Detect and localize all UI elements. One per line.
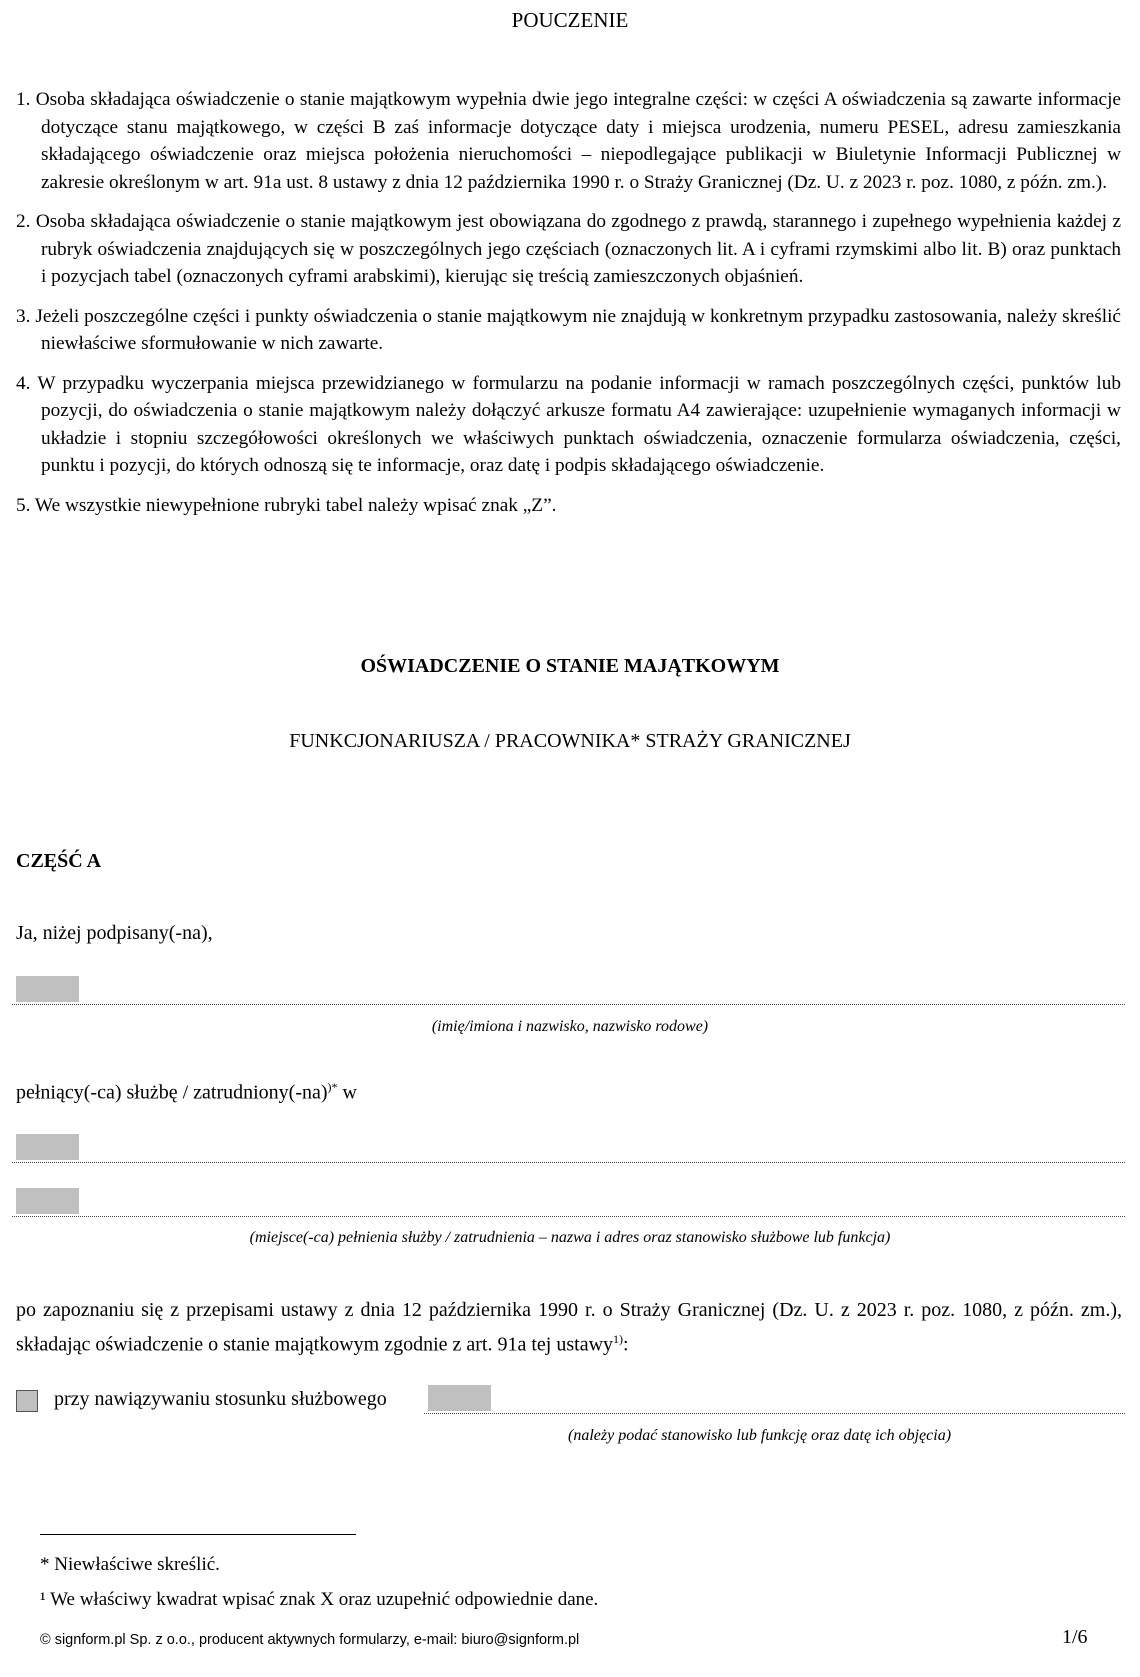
- place-input-2[interactable]: [16, 1188, 79, 1214]
- statement-body: po zapoznaniu się z przepisami ustawy z dnia 12 października 1990 r. o Straży Granicznej (Dz. U. z 2023 r. poz. 1080, z późn. zm.), składając oświadczenie o stanie majątkowym zgodnie z art. 91a tej ustawy: [16, 1299, 1122, 1356]
- instruction-item: 2. Osoba składająca oświadczenie o stanie majątkowym jest obowiązana do zgodnego z prawdą, starannego i zupełnego wypełnienia każdej z rubryk oświadczenia znajdujących się w poszczególnych jego częściach (oznaczonych lit. A i cyframi rzymskimi albo lit. B) oraz punktach i pozycjach tabel (oznaczonych cyframi arabskimi), kierując się treścią zamieszczonych objaśnień.: [16, 211, 1121, 287]
- instruction-item: 1. Osoba składająca oświadczenie o stanie majątkowym wypełnia dwie jego integralne części: w części A oświadczenia są zawarte informacje dotyczące stanu majątkowego, w części B zaś informacje dotyczące daty i miejsca urodzenia, numeru PESEL, adresu zamieszkania składającego oświadczenie oraz miejsca położenia nieruchomości – niepodlegające publikacji w Biuletynie Informacji Publicznej w zakresie określonym w art. 91a ust. 8 ustawy z dnia 12 października 1990 r. o Straży Granicznej (Dz. U. z 2023 r. poz. 1080, z późn. zm.).: [16, 89, 1121, 193]
- page-heading: POUCZENIE: [511, 8, 629, 32]
- form-subtitle: FUNKCJONARIUSZA / PRACOWNIKA* STRAŻY GRANICZNEJ: [289, 730, 851, 752]
- statement-text: [16, 1296, 1122, 1360]
- intro-text: Ja, niżej podpisany(-na),: [16, 922, 213, 944]
- footnote-divider: [40, 1534, 356, 1535]
- form-title: OŚWIADCZENIE O STANIE MAJĄTKOWYM: [360, 655, 780, 677]
- position-date-input[interactable]: [428, 1385, 491, 1411]
- place-input-1[interactable]: [16, 1134, 79, 1160]
- name-caption: (imię/imiona i nazwisko, nazwisko rodowe): [431, 1018, 709, 1035]
- instruction-item: 4. W przypadku wyczerpania miejsca przewidzianego w formularzu na podanie informacji w ramach poszczególnych części, punktów lub pozycji, do oświadczenia o stanie majątkowym należy dołączyć arkusze formatu A4 zawierające: uzupełnienie wymaganych informacji w układzie i stopniu szczegółowości określonych we właściwych punktach oświadczenia, oznaczenie formularza oświadczenia, części, punktu i pozycji, do których odnoszą się te informacje, oraz datę i podpis składającego oświadczenie.: [16, 372, 1121, 476]
- position-date-line: [424, 1413, 1125, 1414]
- service-label-text: pełniący(-ca) służbę / zatrudniony(-na): [16, 1081, 328, 1104]
- place-line-2: [12, 1216, 1125, 1217]
- footnote-star: * Niewłaściwe skreślić.: [40, 1554, 220, 1575]
- part-heading: CZĘŚĆ A: [16, 850, 102, 872]
- service-label: [16, 1080, 357, 1105]
- checkbox-label: przy nawiązywaniu stosunku służbowego: [54, 1388, 387, 1410]
- instructions-list: [16, 86, 1121, 531]
- entering-service-checkbox[interactable]: [16, 1390, 38, 1412]
- service-label-suffix: w: [337, 1081, 357, 1104]
- instruction-item: 5. We wszystkie niewypełnione rubryki tabel należy wpisać znak „Z”.: [16, 494, 557, 516]
- page-number: 1/6: [1062, 1626, 1088, 1648]
- place-line-1: [12, 1162, 1125, 1163]
- service-label-sup: )*: [327, 1080, 338, 1094]
- statement-sup: 1): [613, 1332, 624, 1346]
- position-date-caption: (należy podać stanowisko lub funkcję oraz datę ich objęcia): [568, 1427, 952, 1444]
- name-input[interactable]: [16, 976, 79, 1002]
- name-line: [12, 1004, 1125, 1005]
- footer-copyright: © signform.pl Sp. z o.o., producent aktywnych formularzy, e-mail: biuro@signform.pl: [40, 1632, 580, 1648]
- footnote-one: ¹ We właściwy kwadrat wpisać znak X oraz uzupełnić odpowiednie dane.: [40, 1589, 599, 1610]
- statement-end: :: [623, 1333, 629, 1356]
- place-caption: (miejsce(-ca) pełnienia służby / zatrudnienia – nazwa i adres oraz stanowisko służbowe lub funkcja): [249, 1229, 891, 1246]
- instruction-item: 3. Jeżeli poszczególne części i punkty oświadczenia o stanie majątkowym nie znajdują w konkretnym przypadku zastosowania, należy skreślić niewłaściwe sformułowanie w nich zawarte.: [16, 305, 1121, 354]
